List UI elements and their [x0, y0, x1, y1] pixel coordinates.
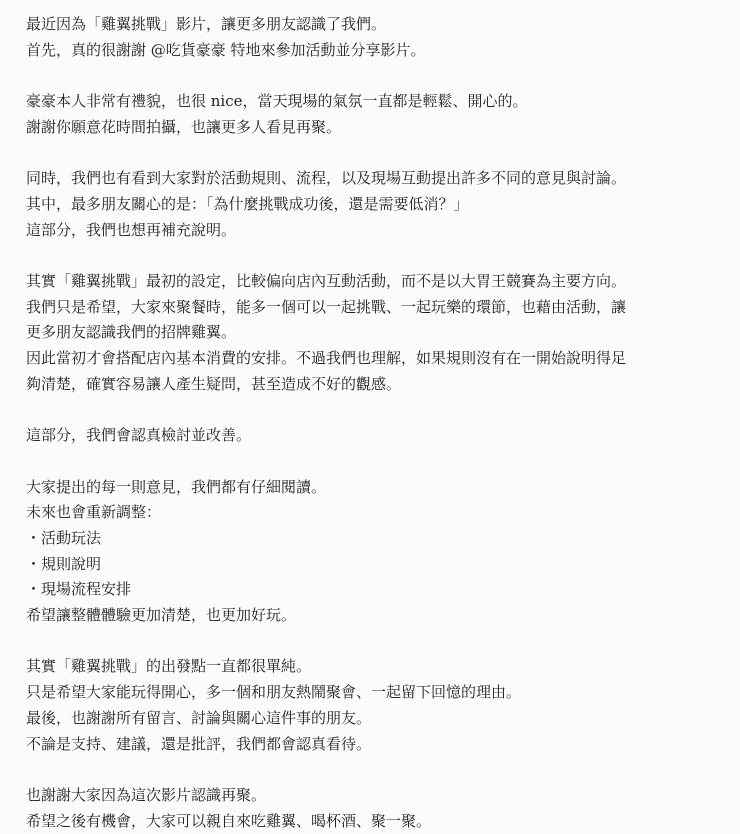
bullet-item: ・現場流程安排	[26, 580, 132, 599]
text-line: 首先，真的很謝謝 @吃貨豪豪 特地來參加活動並分享影片。	[26, 40, 426, 59]
text-line: 同時，我們也有看到大家對於活動規則、流程，以及現場互動提出許多不同的意見與討論。	[26, 169, 627, 188]
paragraph-closing	[26, 783, 720, 834]
text-line: 更多朋友認識我們的招牌雞翼。	[26, 323, 237, 342]
text-line: 這部分，我們也想再補充說明。	[26, 220, 237, 239]
text-line: 其實「雞翼挑戰」的出發點一直都很單純。	[26, 657, 312, 676]
text-line: 因此當初才會搭配店內基本消費的安排。不過我們也理解，如果規則沒有在一開始說明得足	[26, 349, 627, 368]
paragraph-explanation	[26, 269, 720, 398]
text-line: 其中，最多朋友關心的是：「為什麼挑戰成功後，還是需要低消？」	[26, 194, 469, 213]
paragraph-origin	[26, 654, 720, 757]
text-line: 希望之後有機會，大家可以親自來吃雞翼、喝杯酒、聚一聚。	[26, 811, 432, 830]
text-line: 我們只是希望，大家來聚餐時，能多一個可以一起挑戰、一起玩樂的環節，也藉由活動，讓	[26, 297, 627, 316]
text-line: 不論是支持、建議，還是批評，我們都會認真看待。	[26, 734, 372, 753]
bullet-item: ・活動玩法	[26, 528, 102, 547]
text-line: 也謝謝大家因為這次影片認識再聚。	[26, 785, 267, 804]
paragraph-intro	[26, 12, 720, 63]
text-line: 夠清楚，確實容易讓人產生疑問，甚至造成不好的觀感。	[26, 374, 402, 393]
text-line: 這部分，我們會認真檢討並改善。	[26, 426, 252, 445]
text-line: 其實「雞翼挑戰」最初的設定，比較偏向店內互動活動，而不是以大胃王競賽為主要方向。	[26, 271, 627, 290]
text-line: 謝謝你願意花時間拍攝，也讓更多人看見再聚。	[26, 117, 342, 136]
text-line: 希望讓整體體驗更加清楚，也更加好玩。	[26, 606, 297, 625]
paragraph-thanks	[26, 89, 720, 140]
bullet-item: ・規則說明	[26, 554, 102, 573]
text-line: 最近因為「雞翼挑戰」影片，讓更多朋友認識了我們。	[26, 15, 387, 33]
text-line: 最後，也謝謝所有留言、討論與關心這件事的朋友。	[26, 708, 372, 727]
text-line: 豪豪本人非常有禮貌，也很 nice，當天現場的氣氛一直都是輕鬆、開心的。	[26, 92, 528, 111]
text-line: 只是希望大家能玩得開心，多一個和朋友熱鬧聚會、一起留下回憶的理由。	[26, 683, 522, 702]
paragraph-feedback	[26, 166, 720, 243]
text-line: 未來也會重新調整：	[26, 503, 162, 522]
paragraph-adjustments	[26, 475, 720, 629]
paragraph-improve	[26, 423, 720, 449]
text-line: 大家提出的每一則意見，我們都有仔細閱讀。	[26, 477, 327, 496]
